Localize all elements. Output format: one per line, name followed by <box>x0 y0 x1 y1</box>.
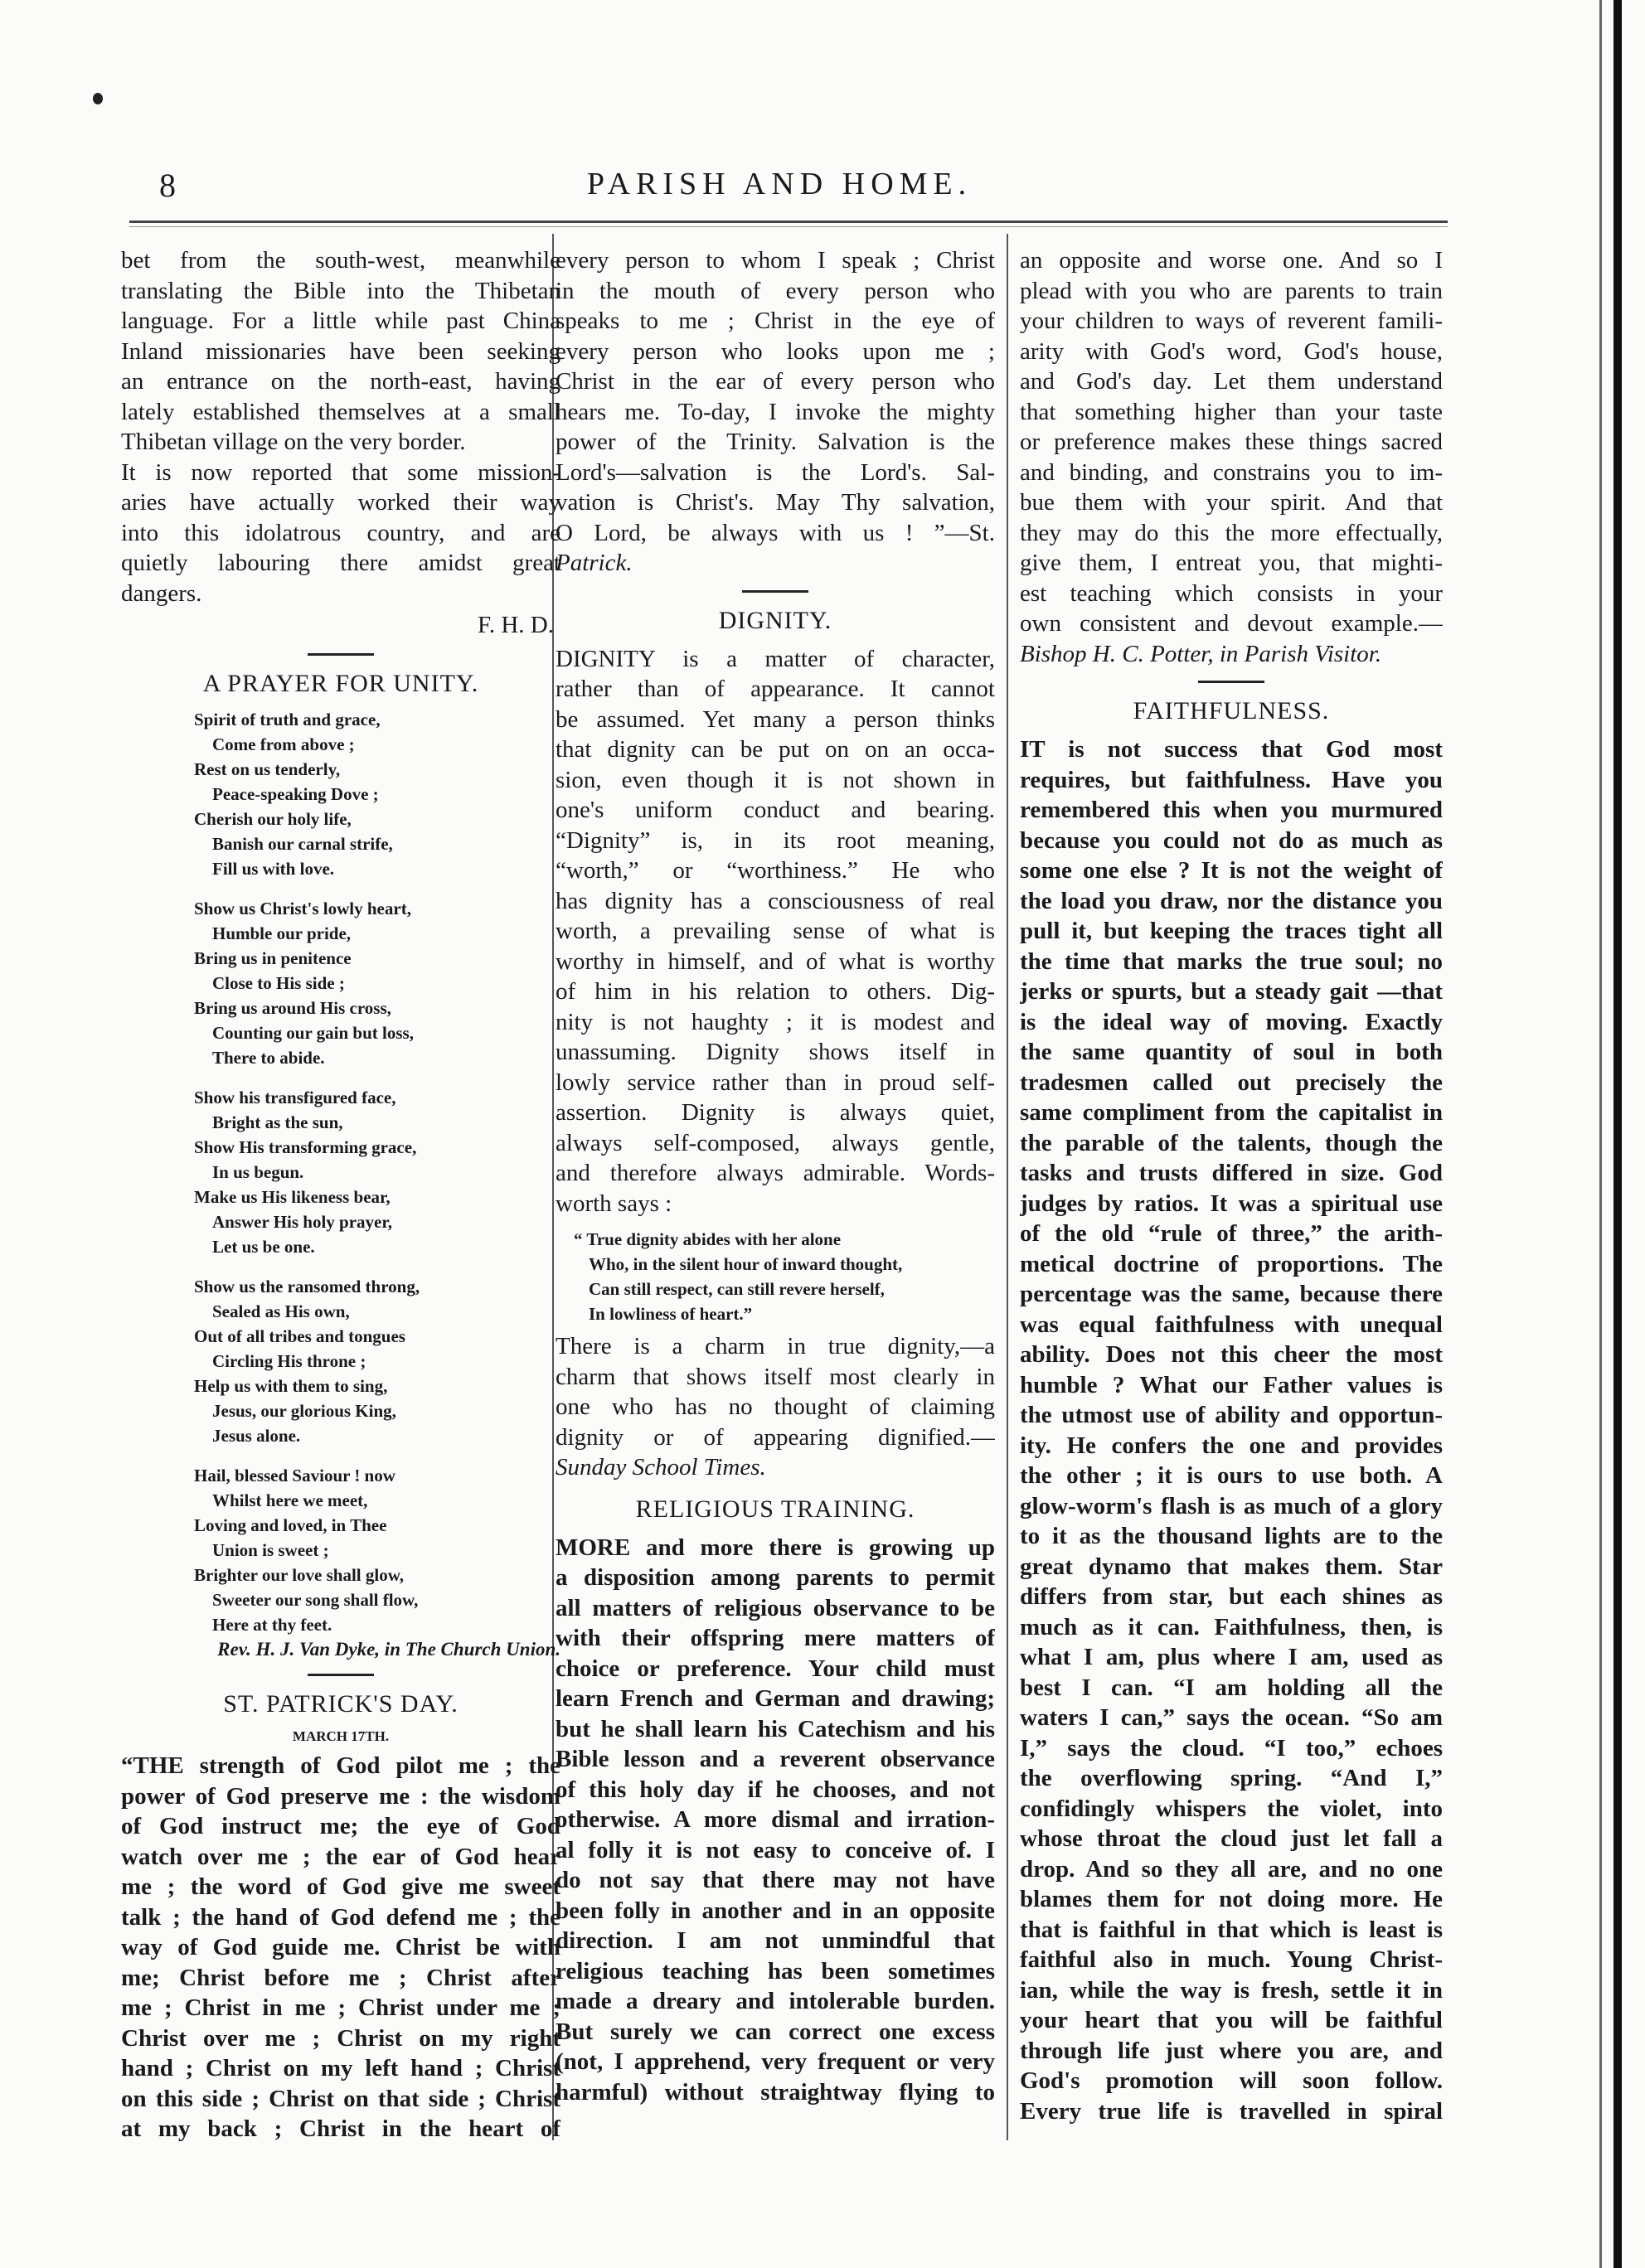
text-line: MORE and more there is growing up <box>556 1534 995 1561</box>
poem-line: Let us be one. <box>212 1237 315 1257</box>
stanza-gap <box>121 1259 560 1274</box>
poem-line: Sweeter our song shall flow, <box>212 1590 419 1610</box>
text-line: humble ? What our Father values is <box>1020 1371 1443 1398</box>
text-line: rather than of appearance. It cannot <box>556 676 995 702</box>
text-line: Inland missionaries have been seeking <box>121 337 560 365</box>
text-line: speaks to me ; Christ in the eye of <box>556 308 995 334</box>
quote-line: Can still respect, can still revere herself, <box>589 1279 885 1299</box>
text-line: religious teaching has been sometimes <box>556 1957 995 1984</box>
text-line: that is faithful in that which is least is <box>1020 1916 1443 1943</box>
text-line: Thibetan village on the very border. <box>121 429 466 455</box>
text-line: unassuming. Dignity shows itself in <box>556 1039 995 1065</box>
text-line: remembered this when you murmured <box>1020 797 1443 823</box>
text-line: through life just where you are, and <box>1020 2037 1443 2064</box>
text-line: great dynamo that makes them. Star <box>1020 1553 1443 1580</box>
text-line: Every true life is travelled in spiral <box>1020 2097 1443 2125</box>
text-line: a disposition among parents to permit <box>556 1564 995 1591</box>
column-divider-2 <box>1007 234 1008 2140</box>
patrick-title: ST. PATRICK'S DAY. <box>223 1690 459 1718</box>
text-line: requires, but faithfulness. Have you <box>1020 766 1443 793</box>
text-line: be assumed. Yet many a person thinks <box>556 705 995 733</box>
text-line: me; Christ before me ; Christ after <box>121 1964 560 1991</box>
text-line: dangers. <box>121 579 202 607</box>
text-line: pull it, but keeping the traces tight all <box>1020 918 1443 944</box>
text-line: Christ in the ear of every person who <box>556 368 995 395</box>
text-line: tasks and trusts differed in size. God <box>1020 1160 1443 1186</box>
text-line: has dignity has a consciousness of real <box>556 887 995 914</box>
text-line: bet from the south-west, meanwhile <box>121 247 560 274</box>
text-line: your children to ways of reverent famili- <box>1020 308 1443 334</box>
poem-line: Union is sweet ; <box>212 1540 329 1560</box>
text-line: lowly service rather than in proud self- <box>556 1069 995 1096</box>
stanza-gap <box>121 1070 560 1085</box>
text-line: confidingly whispers the violet, into <box>1020 1795 1443 1822</box>
stanza-gap <box>121 1448 560 1463</box>
article-signature: F. H. D. <box>478 612 554 638</box>
text-line: sion, even though it is not shown in <box>556 766 995 793</box>
text-line: translating the Bible into the Thibetan <box>121 277 560 304</box>
text-line: dignity or of appearing dignified.— <box>556 1423 995 1451</box>
text-line: quietly labouring there amidst great <box>121 550 560 576</box>
text-line: faithful also in much. Young Christ- <box>1020 1946 1443 1973</box>
text-line: DIGNITY is a matter of character, <box>556 645 995 672</box>
text-line: whose throat the cloud just let fall a <box>1020 1825 1443 1852</box>
poem-line: Hail, blessed Saviour ! now <box>194 1466 395 1485</box>
separator <box>308 1674 374 1676</box>
text-line: do not say that there may not have <box>556 1867 995 1893</box>
text-line: “worth,” or “worthiness.” He who <box>556 857 995 884</box>
text-line: made a dreary and intolerable burden. <box>556 1988 995 2014</box>
text-line: worth, a prevailing sense of what is <box>556 918 995 944</box>
text-line: glow-worm's flash is as much of a glory <box>1020 1492 1443 1519</box>
text-line: IT is not success that God most <box>1020 736 1443 763</box>
text-line: language. For a little while past China <box>121 308 560 334</box>
poem-line: Bright as the sun, <box>212 1112 343 1132</box>
poem-line: Come from above ; <box>212 734 355 754</box>
text-line: tradesmen called out precisely the <box>1020 1069 1443 1096</box>
separator <box>1198 681 1264 683</box>
poem-line: Close to His side ; <box>212 973 345 993</box>
separator <box>308 653 374 656</box>
dignity-title: DIGNITY. <box>718 606 832 634</box>
text-line: but he shall learn his Catechism and his <box>556 1715 995 1742</box>
text-line: differs from star, but each shines as <box>1020 1583 1443 1610</box>
poem-line: Make us His likeness bear, <box>194 1187 391 1207</box>
text-line: choice or preference. Your child must <box>556 1655 995 1682</box>
scan-edge <box>1613 0 1622 2268</box>
prayer-poem <box>121 707 560 1637</box>
text-line: (not, I apprehend, very frequent or very <box>556 2048 995 2075</box>
text-line: of this holy day if he chooses, and not <box>556 1776 995 1803</box>
text-line: one who has no thought of claiming <box>556 1393 995 1420</box>
text-line: Bible lesson and a reverent observance <box>556 1746 995 1772</box>
text-line: and binding, and constrains you to im- <box>1020 458 1443 486</box>
text-line: al folly it is not easy to conceive of. I <box>556 1836 995 1863</box>
text-line: watch over me ; the ear of God hear <box>121 1843 560 1870</box>
text-line: always self-composed, always gentle, <box>556 1129 995 1156</box>
text-line: ian, while the way is fresh, settle it in <box>1020 1976 1443 2004</box>
prayer-title: A PRAYER FOR UNITY. <box>202 670 479 697</box>
text-line: best I can. “I am holding all the <box>1020 1674 1443 1701</box>
poem-line: Banish our carnal strife, <box>212 834 393 854</box>
text-line: some one else ? It is not the weight of <box>1020 857 1443 884</box>
patrick-date: MARCH 17TH. <box>292 1728 390 1744</box>
quote-line: Who, in the silent hour of inward thought, <box>589 1254 903 1274</box>
text-line: same compliment from the capitalist in <box>1020 1099 1443 1126</box>
dignity-charm <box>556 1331 995 1483</box>
poem-line: Show His transforming grace, <box>194 1137 417 1157</box>
text-line: and God's day. Let them understand <box>1020 368 1443 395</box>
poem-line: Cherish our holy life, <box>194 809 352 829</box>
text-line: every person to whom I speak ; Christ <box>556 247 995 274</box>
poem-line: Humble our pride, <box>212 923 352 943</box>
text-line: vation is Christ's. May Thy salvation, <box>556 489 995 516</box>
text-line: talk ; the hand of God defend me ; the <box>121 1903 560 1931</box>
thibet-article <box>121 245 560 608</box>
text-line: every person who looks upon me ; <box>556 337 995 365</box>
text-line: was equal faithfulness with unequal <box>1020 1311 1443 1338</box>
text-line: power of God preserve me : the wisdom <box>121 1782 560 1810</box>
text-line: There is a charm in true dignity,—a <box>556 1333 995 1359</box>
text-line: the utmost use of ability and opportun- <box>1020 1402 1443 1428</box>
journal-title: PARISH AND HOME. <box>586 167 973 201</box>
poem-line: Show his transfigured face, <box>194 1088 396 1107</box>
text-line: with their offspring mere matters of <box>556 1625 995 1651</box>
text-line: worthy in himself, and of what is worthy <box>556 947 995 975</box>
text-line: otherwise. A more dismal and irration- <box>556 1806 995 1833</box>
text-line: ity. He confers the one and provides <box>1020 1432 1443 1459</box>
text-line: that dignity can be put on on an occa- <box>556 736 995 763</box>
text-line: jerks or spurts, but a steady gait —that <box>1020 978 1443 1005</box>
text-line: or preference makes these things sacred <box>1020 429 1443 455</box>
text-line: hears me. To-day, I invoke the mighty <box>556 398 995 425</box>
text-line: the other ; it is ours to use both. A <box>1020 1462 1443 1489</box>
text-line: me ; Christ in me ; Christ under me ; <box>121 1994 560 2021</box>
text-line: God's promotion will soon follow. <box>1020 2067 1443 2094</box>
training-title: RELIGIOUS TRAINING. <box>635 1495 915 1523</box>
patrick-prayer <box>121 1751 560 2144</box>
prayer-attribution: Rev. H. J. Van Dyke, in The Church Union. <box>217 1639 560 1660</box>
poem-line: Out of all tribes and tongues <box>194 1326 405 1346</box>
text-line: of the old “rule of three,” the arith- <box>1020 1220 1443 1247</box>
text-line: the time that marks the true soul; no <box>1020 947 1443 975</box>
poem-line: Whilst here we meet, <box>212 1490 368 1510</box>
text-line: the same quantity of soul in both <box>1020 1039 1443 1065</box>
poem-line: Brighter our love shall glow, <box>194 1565 404 1585</box>
text-line: is the ideal way of moving. Exactly <box>1020 1008 1443 1035</box>
page-number: 8 <box>159 167 176 204</box>
page-header <box>116 166 1443 207</box>
text-line: “Dignity” is, in its root meaning, <box>556 826 995 854</box>
text-line: waters I can,” says the ocean. “So am <box>1020 1704 1443 1731</box>
column-3 <box>1020 245 1443 2126</box>
poem-line: Show us Christ's lowly heart, <box>194 899 411 918</box>
text-line: But surely we can correct one excess <box>556 2018 995 2045</box>
text-line: Christ over me ; Christ on my right <box>121 2024 560 2052</box>
text-line: of God instruct me; the eye of God <box>121 1813 560 1839</box>
text-line: been folly in another and in an opposite <box>556 1897 995 1924</box>
header-rule-thin <box>129 226 1448 227</box>
text-line: and therefore always admirable. Words- <box>556 1160 995 1186</box>
poem-line: Spirit of truth and grace, <box>194 710 381 729</box>
text-line: assertion. Dignity is always quiet, <box>556 1099 995 1126</box>
text-line: me ; the word of God give me sweet <box>121 1873 560 1900</box>
text-line: Lord's—salvation is the Lord's. Sal- <box>556 458 995 486</box>
text-line: blames them for not doing more. He <box>1020 1886 1443 1912</box>
separator <box>742 590 808 593</box>
poem-line: Bring us in penitence <box>194 948 352 968</box>
poem-line: Fill us with love. <box>212 859 335 879</box>
poem-line: Rest on us tenderly, <box>194 759 341 779</box>
poem-line: Peace-speaking Dove ; <box>212 784 379 804</box>
text-line: aries have actually worked their way <box>121 489 560 516</box>
quote-line: In lowliness of heart.” <box>589 1304 753 1324</box>
text-line: own consistent and devout example.— <box>1020 610 1443 637</box>
poem-line: Circling His throne ; <box>212 1351 366 1371</box>
text-line: way of God guide me. Christ be with <box>121 1934 560 1960</box>
text-line: into this idolatrous country, and are <box>121 519 560 546</box>
text-line: give them, I entreat you, that mighti- <box>1020 550 1443 576</box>
text-line: worth says : <box>556 1190 672 1217</box>
text-line: your heart that you will be faithful <box>1020 2007 1443 2033</box>
text-line: direction. I am not unmindful that <box>556 1927 995 1954</box>
poem-line: Help us with them to sing, <box>194 1376 388 1396</box>
text-line: harmful) without straightway flying to <box>556 2078 995 2106</box>
text-line: Patrick. <box>556 550 633 576</box>
poem-line: Bring us around His cross, <box>194 998 391 1018</box>
text-line: bue them with your spirit. And that <box>1020 489 1443 516</box>
faith-article <box>1020 734 1443 2126</box>
poem-line: There to abide. <box>212 1048 325 1068</box>
faith-title: FAITHFULNESS. <box>1133 697 1330 724</box>
text-line: in the mouth of every person who <box>556 277 995 304</box>
column-1 <box>121 245 560 2144</box>
text-line: charm that shows itself most clearly in <box>556 1363 995 1390</box>
text-line: judges by ratios. It was a spiritual use <box>1020 1190 1443 1217</box>
text-line: metical doctrine of proportions. The <box>1020 1250 1443 1277</box>
poem-line: Here at thy feet. <box>212 1615 332 1635</box>
scan-edge-thin <box>1599 0 1602 2268</box>
text-line: arity with God's word, God's house, <box>1020 337 1443 365</box>
poem-line: In us begun. <box>212 1162 304 1182</box>
text-line: plead with you who are parents to train <box>1020 277 1443 304</box>
training-article <box>556 1533 995 2108</box>
text-line: an opposite and worse one. And so I <box>1020 247 1443 274</box>
text-line: learn French and German and drawing; <box>556 1685 995 1712</box>
poem-line: Loving and loved, in Thee <box>194 1515 387 1535</box>
text-line: the overflowing spring. “And I,” <box>1020 1765 1443 1791</box>
stanza-gap <box>121 881 560 896</box>
poem-line: Sealed as His own, <box>212 1301 350 1321</box>
text-line: an entrance on the north-east, having <box>121 368 560 395</box>
text-line: It is now reported that some mission- <box>121 458 560 486</box>
poem-line: Show us the ransomed throng, <box>194 1277 420 1296</box>
text-line: drop. And so they all are, and no one <box>1020 1855 1443 1883</box>
wordsworth-quote <box>556 1227 995 1326</box>
text-line: all matters of religious observance to be <box>556 1594 995 1621</box>
text-line: lately established themselves at a small <box>121 398 560 425</box>
text-line: of him in his relation to others. Dig- <box>556 978 995 1005</box>
column-2 <box>556 245 995 2107</box>
poem-line: Counting our gain but loss, <box>212 1023 414 1043</box>
quote-line: “ True dignity abides with her alone <box>574 1229 842 1249</box>
text-line: at my back ; Christ in the heart of <box>121 2115 560 2142</box>
text-line: what I am, plus where I am, used as <box>1020 1644 1443 1670</box>
text-line: percentage was the same, because there <box>1020 1281 1443 1307</box>
dignity-article <box>556 644 995 1219</box>
text-line: nity is not haughty ; it is modest and <box>556 1008 995 1035</box>
text-line: hand ; Christ on my left hand ; Christ <box>121 2055 560 2081</box>
text-line: O Lord, be always with us ! ”—St. <box>556 519 995 546</box>
text-line: one's uniform conduct and bearing. <box>556 797 995 823</box>
text-line: the parable of the talents, though the <box>1020 1129 1443 1156</box>
patrick-prayer-cont <box>556 245 995 579</box>
text-line: est teaching which consists in your <box>1020 579 1443 607</box>
text-line: power of the Trinity. Salvation is the <box>556 429 995 455</box>
text-line: they may do this the more effectually, <box>1020 519 1443 546</box>
text-line: much as it can. Faithfulness, then, is <box>1020 1613 1443 1640</box>
text-line: Bishop H. C. Potter, in Parish Visitor. <box>1020 640 1382 667</box>
text-line: ability. Does not this cheer the most <box>1020 1341 1443 1368</box>
text-line: to it as the thousand lights are to the <box>1020 1523 1443 1549</box>
text-line: Sunday School Times. <box>556 1454 766 1480</box>
ink-dot <box>93 93 103 104</box>
text-line: because you could not do as much as <box>1020 826 1443 854</box>
poem-line: Jesus, our glorious King, <box>212 1401 396 1421</box>
text-line: on this side ; Christ on that side ; Christ <box>121 2085 560 2112</box>
text-line: that something higher than your taste <box>1020 398 1443 425</box>
text-line: “THE strength of God pilot me ; the <box>121 1752 560 1779</box>
text-line: the load you draw, nor the distance you <box>1020 887 1443 914</box>
training-article-cont <box>1020 245 1443 669</box>
text-line: I,” says the cloud. “I too,” echoes <box>1020 1734 1443 1762</box>
poem-line: Answer His holy prayer, <box>212 1212 393 1232</box>
header-rule <box>129 220 1448 223</box>
poem-line: Jesus alone. <box>212 1426 301 1446</box>
